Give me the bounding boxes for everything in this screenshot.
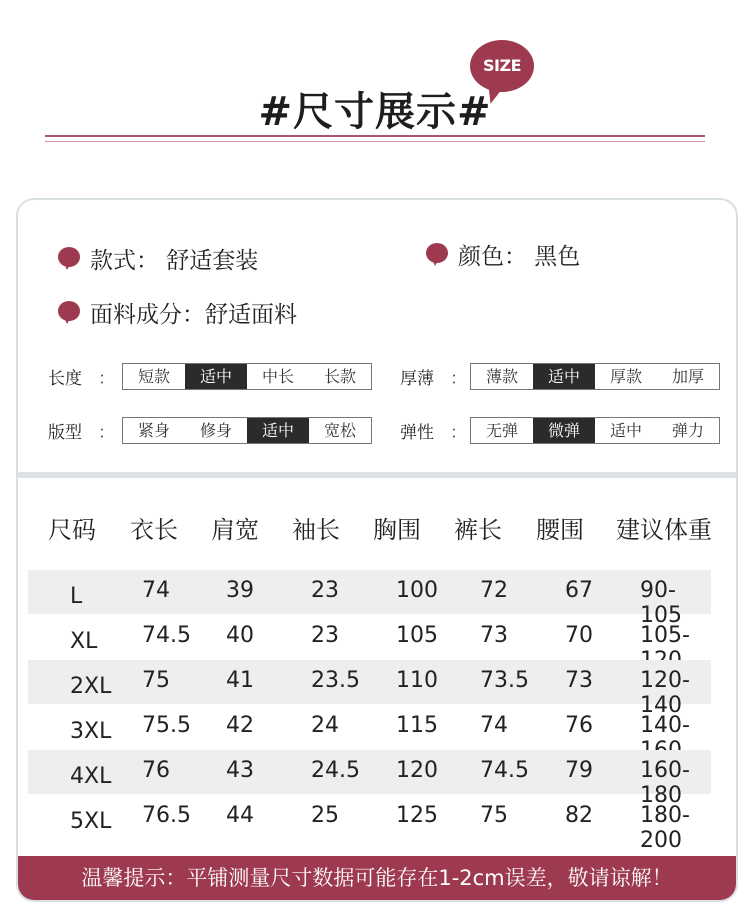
table-cell: 120-140 (640, 668, 690, 718)
table-cell: 120 (396, 758, 438, 783)
table-cell: 75 (142, 668, 170, 693)
table-cell: 23 (311, 578, 339, 603)
table-header (18, 510, 738, 550)
size-cell: XL (70, 629, 98, 654)
attr-elasticity-colon: ： (450, 423, 467, 443)
table-cell: 42 (226, 713, 254, 738)
attr-elasticity-label: 弹性 (400, 423, 434, 443)
attr-length-label: 长度 (48, 369, 82, 389)
table-cell: 115 (396, 713, 438, 738)
info-fabric (58, 296, 297, 329)
attr-fit-options (122, 417, 372, 444)
size-badge (470, 40, 534, 96)
table-row (28, 795, 711, 853)
table-row (28, 750, 711, 808)
attr-fit-label: 版型 (48, 423, 82, 443)
option-item: 无弹 (485, 421, 518, 440)
size-cell: 2XL (70, 674, 112, 699)
page-title: #尺寸展示# (258, 89, 492, 135)
option-item: 短款 (137, 367, 170, 386)
table-cell: 74 (142, 578, 170, 603)
table-cell: 76.5 (142, 803, 191, 828)
size-card (16, 198, 738, 902)
table-row (28, 570, 711, 628)
table-cell: 74 (480, 713, 508, 738)
table-row (28, 705, 711, 749)
title-rule (45, 135, 705, 137)
table-cell: 23.5 (311, 668, 360, 693)
table-cell: 39 (226, 578, 254, 603)
attr-length-options (122, 363, 372, 390)
table-cell: 74.5 (142, 623, 191, 648)
size-cell: 4XL (70, 764, 112, 789)
table-cell: 74.5 (480, 758, 529, 783)
table-cell: 90-105 (640, 578, 682, 628)
option-item: 长款 (323, 367, 356, 386)
table-cell: 73 (565, 668, 593, 693)
table-cell: 140- (640, 713, 690, 738)
table-cell: 79 (565, 758, 593, 783)
table-cell: 72 (480, 578, 508, 603)
attr-length-colon: ： (98, 369, 115, 389)
table-cell: 105- (640, 623, 690, 648)
attr-thickness-colon: ： (450, 369, 467, 389)
table-cell: 105 (396, 623, 438, 648)
option-selected: 适中 (533, 364, 595, 389)
table-cell: 25 (311, 803, 339, 828)
option-item: 宽松 (323, 421, 356, 440)
table-cell: 67 (565, 578, 593, 603)
header-cell: 裤长 (454, 516, 502, 544)
option-item: 适中 (609, 421, 642, 440)
option-item: 加厚 (671, 367, 704, 386)
table-row (28, 615, 711, 659)
option-selected: 微弹 (533, 418, 595, 443)
table-cell: 24 (311, 713, 339, 738)
option-item: 修身 (199, 421, 232, 440)
header-cell: 腰围 (536, 516, 584, 544)
option-selected: 适中 (247, 418, 309, 443)
header-cell: 胸围 (373, 516, 421, 544)
attr-thickness-options (470, 363, 720, 390)
attr-thickness-label: 厚薄 (400, 369, 434, 389)
option-selected: 适中 (185, 364, 247, 389)
info-fabric-text: 面料成分：舒适面料 (90, 302, 297, 328)
option-item: 薄款 (485, 367, 518, 386)
info-style (58, 242, 258, 275)
table-cell: 75 (480, 803, 508, 828)
table-cell: 41 (226, 668, 254, 693)
size-cell: 3XL (70, 719, 112, 744)
option-item: 中长 (261, 367, 294, 386)
table-cell: 160-180 (640, 758, 690, 808)
info-color (426, 238, 580, 271)
size-cell: 5XL (70, 809, 112, 834)
info-style-text: 款式： 舒适套装 (90, 248, 259, 274)
speech-bubble-icon (58, 247, 82, 271)
attr-elasticity-options (470, 417, 720, 444)
footer-note: 温馨提示：平铺测量尺寸数据可能存在1-2cm误差，敬请谅解！ (18, 856, 736, 902)
section-divider (18, 472, 736, 478)
table-cell: 82 (565, 803, 593, 828)
table-cell: 70 (565, 623, 593, 648)
header-cell: 建议体重 (616, 516, 712, 544)
table-cell: 76 (565, 713, 593, 738)
table-cell: 73 (480, 623, 508, 648)
table-cell: 180-200 (640, 803, 690, 853)
table-cell: 40 (226, 623, 254, 648)
speech-bubble-icon (426, 243, 450, 267)
attr-fit-colon: ： (98, 423, 115, 443)
header-cell: 尺码 (48, 516, 96, 544)
table-cell: 44 (226, 803, 254, 828)
table-cell: 75.5 (142, 713, 191, 738)
table-row (28, 660, 711, 718)
table-cell: 76 (142, 758, 170, 783)
table-cell: 24.5 (311, 758, 360, 783)
table-cell: 23 (311, 623, 339, 648)
option-item: 紧身 (137, 421, 170, 440)
table-cell: 100 (396, 578, 438, 603)
size-cell: L (70, 584, 83, 609)
info-color-text: 颜色： 黑色 (458, 244, 581, 270)
title-rule-thin (45, 141, 705, 142)
table-cell: 73.5 (480, 668, 529, 693)
header-cell: 肩宽 (211, 516, 259, 544)
speech-bubble-icon (58, 301, 82, 325)
header-cell: 衣长 (130, 516, 178, 544)
size-badge-label: SIZE (482, 56, 521, 75)
table-cell: 43 (226, 758, 254, 783)
option-item: 厚款 (609, 367, 642, 386)
header-cell: 袖长 (292, 516, 340, 544)
table-cell: 110 (396, 668, 438, 693)
table-cell: 125 (396, 803, 438, 828)
option-item: 弹力 (671, 421, 704, 440)
